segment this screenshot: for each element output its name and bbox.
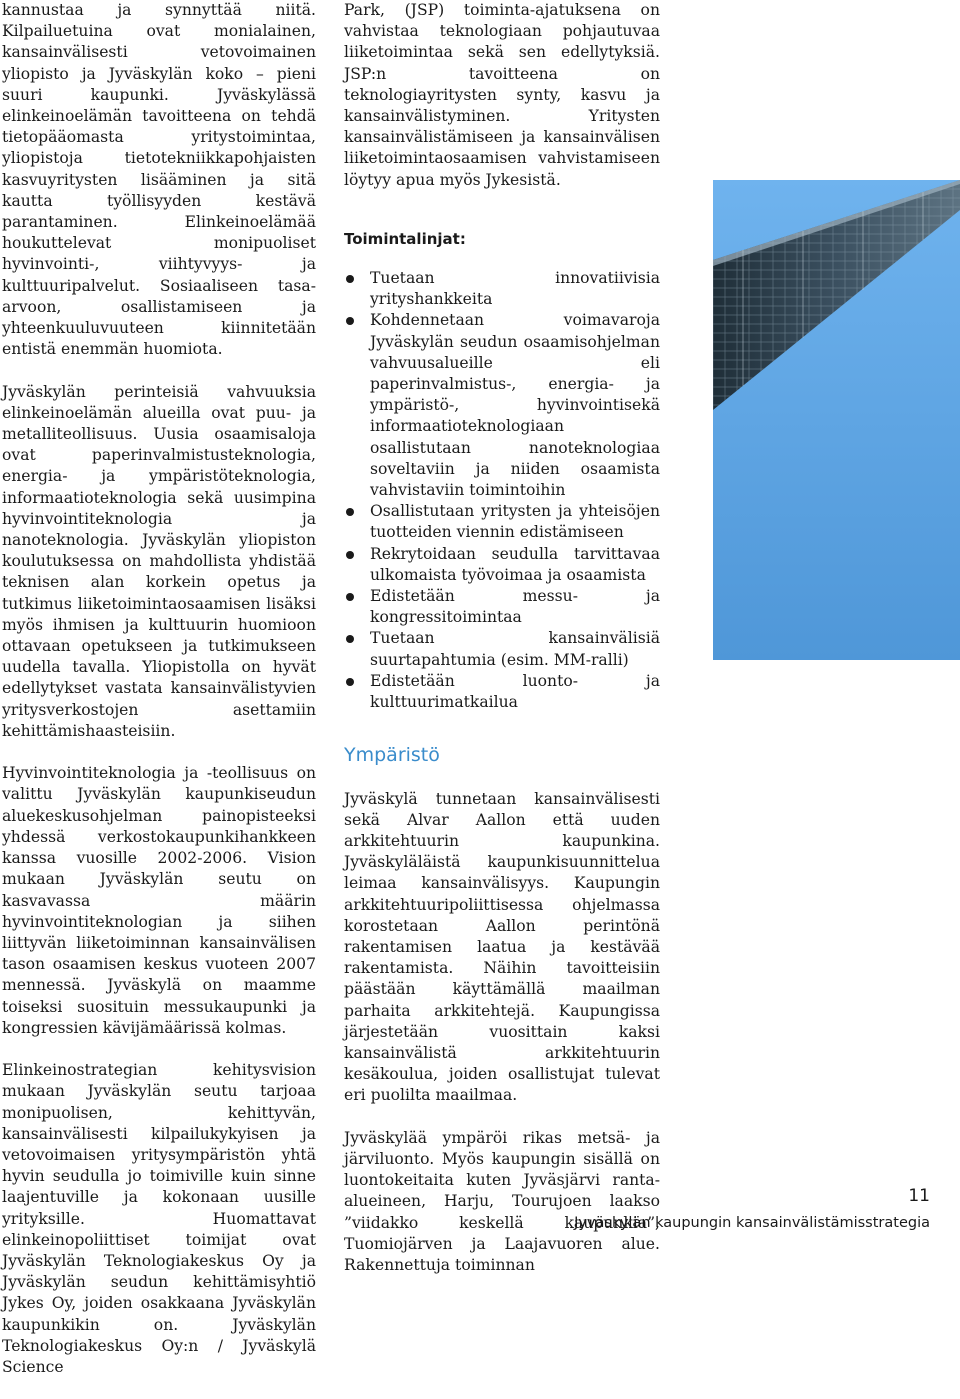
list-item (344, 310, 660, 501)
page-number: 11 (908, 1186, 930, 1206)
list-item-text: Tuetaan kansainvälisiä suurtapahtumia (esim. MM-ralli) (370, 629, 660, 669)
bullet-icon (346, 678, 354, 686)
body-paragraph: Jyväskylää ympäröi rikas metsä- ja järviluonto. Myös kaupungin sisällä on luontokeitaita kuten Jyväsjärvi ranta-alueineen, Harju, Tourujoen laakso ”viidakko keskellä kaupunkia”, Tuomiojärven ja Laajavuoren alue. Rakennettuja toiminnan (344, 1128, 660, 1274)
intro-paragraph: Park, (JSP) toiminta-ajatuksena on vahvistaa teknologiaan pohjautuvaa liiketoimintaa sekä sen edellytyksiä. JSP:n tavoitteena on teknologiayritysten synty, kasvu ja kansainvälistyminen. Yritysten kansainvälistämiseen ja kansainvälisen liiketoimintaosaamisen vahvistamiseen löytyy apua myös Jykesistä. (344, 1, 660, 189)
footer-document-title: Jyväskylän kaupungin kansainvälistämisstrategia (574, 1215, 930, 1231)
body-paragraph: Jyväskylä tunnetaan kansainvälisesti sekä Alvar Aallon että uuden arkkitehtuurin kaupunkina. Jyväskyläläistä kaupunkisuunnittelua leimaa kansainvälisyys. Kaupungin arkkitehtuuripoliittisessa ohjelmassa korostetaan Aallon perintönä rakentamisen laatua ja kestävää rakentamista. Näihin tavoitteisiin päästään käyttämällä maailman parhaita arkkitehtejä. Kaupungissa järjestetään vuosittain kaksi kansainvälistä arkkitehtuurin kesäkoulua, joiden osallistujat tulevat eri puolilta maailmaa. (344, 789, 660, 1105)
environment-heading: Ympäristö (344, 744, 440, 767)
middle-text-column (344, 0, 660, 1297)
list-item-text: Rekrytoidaan seudulla tarvittavaa ulkomaista työvoimaa ja osaamista (370, 544, 660, 584)
bullet-icon (346, 317, 354, 325)
body-paragraph: Elinkeinostrategian kehitysvision mukaan Jyväskylän seutu tarjoaa monipuolisen, kehittyvän, kansainvälisesti kilpailukykyisen ja vetovoimaisen yritysympäristön yhtä hyvin seudulla jo toimiville kuin sinne laajentuville ja kokonaan uusille yrityksille. Huomattavat elinkeinopoliittiset toimijat ovat Jyväskylän Teknologiakeskus Oy ja Jyväskylän seudun kehittämisyhtiö Jykes Oy, joiden osakkaana Jyväskylän kaupunkikin on. Jyväskylän Teknologiakeskus Oy:n / Jyväskylä Science (2, 1061, 316, 1376)
glass-building-photo (713, 180, 960, 660)
body-paragraph: kannustaa ja synnyttää niitä. Kilpailuetuina ovat monialainen, kansainvälisesti vetovoimainen yliopisto ja Jyväskylän koko – pieni suuri kaupunki. Jyväskylässä elinkeinoelämän tavoitteena on tehdä tietopääomasta yritystoimintaa, yliopistoja tietotekniikkapohjaisten kasvuyritysten lisääminen ja sitä kautta työllisyyden kestävä parantaminen. Elinkeinoelämää houkuttelevat monipuoliset hyvinvointi-, viihtyvyys- ja kulttuuripalvelut. Sosiaaliseen tasa-arvoon, osallistamiseen ja yhteenkuuluvuuteen kiinnitetään entistä enemmän huomiota. (2, 1, 316, 359)
body-paragraph: Jyväskylän perinteisiä vahvuuksia elinkeinoelämän alueilla ovat puu- ja metalliteollisuus. Uusia osaamisaloja ovat paperinvalmistusteknologia, energia- ja ympäristöteknologia, informaatioteknologia sekä uusimpina hyvinvointiteknologia ja nanoteknologia. Jyväskylän yliopiston koulutuksessa on mahdollista yhdistää teknisen alan korkein opetus ja tutkimus liiketoimintaosaamisen lisäksi myös ihmisen ja kulttuurin huomioon ottavaan opetukseen ja tutkimukseen uudella tavalla. Yliopistolla on hyvät edellytykset vastata kansainvälistyvien yritysverkostojen asettamiin kehittämishaasteisiin. (2, 382, 316, 740)
bullet-icon (346, 593, 354, 601)
left-text-column (2, 0, 316, 1399)
list-item (344, 671, 660, 713)
list-item-text: Tuetaan innovatiivisia yrityshankkeita (370, 269, 660, 309)
glass-building-image (713, 180, 960, 660)
bullet-icon (346, 275, 354, 283)
list-item-text: Osallistutaan yritysten ja yhteisöjen tuotteiden viennin edistämiseen (370, 502, 660, 542)
bullet-icon (346, 551, 354, 559)
list-item (344, 501, 660, 543)
list-item-text: Edistetään messu- ja kongressitoimintaa (370, 587, 660, 627)
activities-list (344, 268, 660, 713)
bullet-icon (346, 508, 354, 516)
activities-heading: Toimintalinjat: (344, 229, 466, 248)
list-item (344, 628, 660, 670)
list-item-text: Kohdennetaan voimavaroja Jyväskylän seudun osaamisohjelman vahvuusalueille eli paperinvalmistus-, energia- ja ympäristö-, hyvinvointisekä informaatioteknologiaan osallistutaan nanoteknologiaa soveltaviin ja niiden osaamista vahvistaviin toimintoihin (370, 311, 660, 500)
list-item (344, 586, 660, 628)
list-item (344, 268, 660, 310)
bullet-icon (346, 635, 354, 643)
list-item (344, 544, 660, 586)
body-paragraph: Hyvinvointiteknologia ja -teollisuus on valittu Jyväskylän kaupunkiseudun aluekeskusohjelman painopisteeksi yhdessä verkostokaupunkihankkeen kanssa vuosille 2002-2006. Vision mukaan Jyväskylän seutu on kasvavassa määrin hyvinvointiteknologian ja siihen liittyvän liiketoiminnan kansainvälisen tason osaamisen keskus vuoteen 2007 mennessä. Jyväskylä on maamme toiseksi suosituin messukaupunki ja kongressien kävijämäärissä kolmas. (2, 764, 316, 1037)
list-item-text: Edistetään luonto- ja kulttuurimatkailua (370, 671, 660, 712)
